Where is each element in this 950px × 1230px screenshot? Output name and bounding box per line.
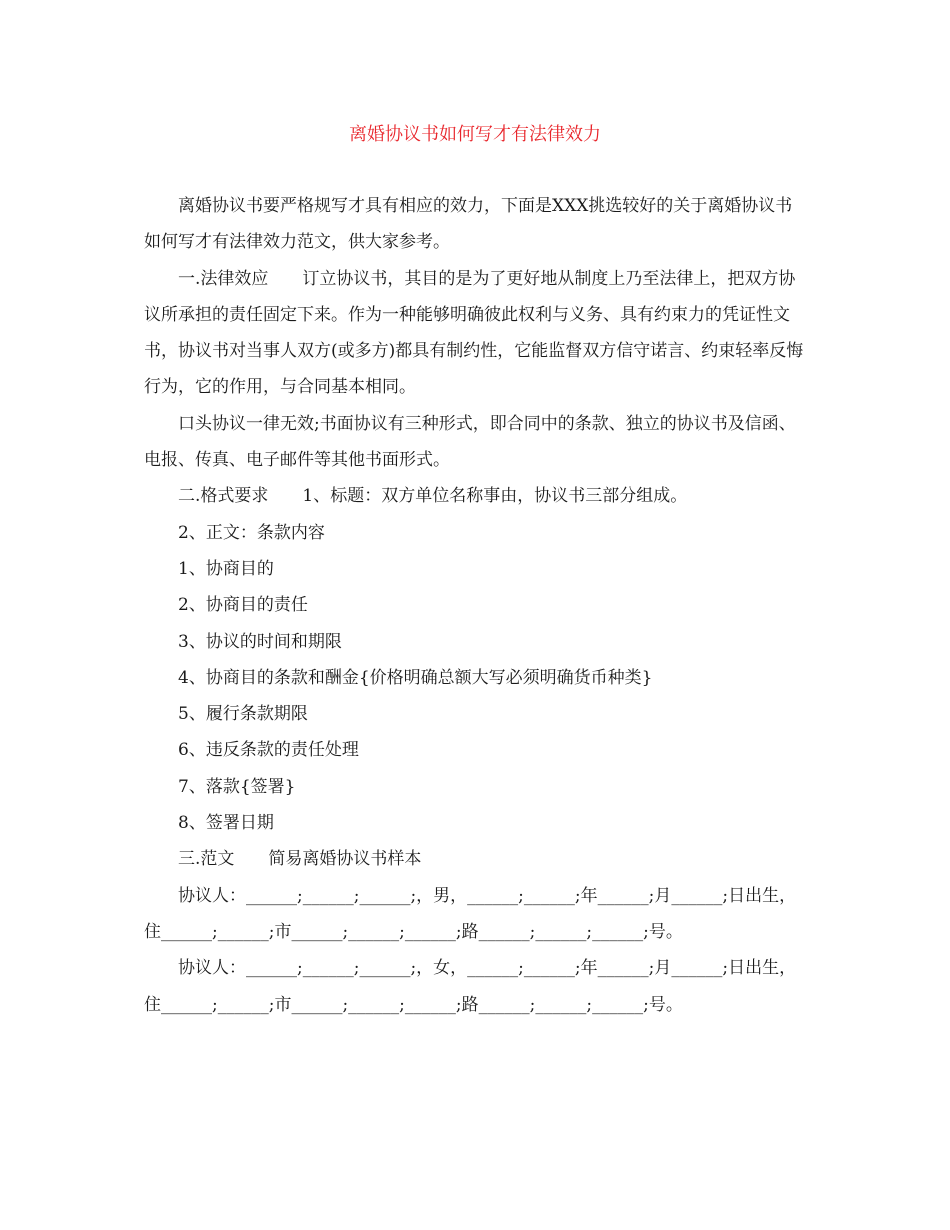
list-item: 8、签署日期 [178,813,274,834]
document-body [144,188,808,1023]
list-item: 2、协商目的责任 [178,595,308,616]
list-item: 6、违反条款的责任处理 [178,740,359,761]
party-male-paragraph: 协议人：______;______;______;，男，______;______;年______;月______;日出生，住______;______;市______;______;______;路______;______;______;号。 [144,885,797,942]
list-item: 1、协商目的 [178,558,274,579]
section-legal-effect: 一.法律效应 订立协议书，其目的是为了更好地从制度上乃至法律上，把双方协议所承担的责任固定下来。作为一种能够明确彼此权利与义务、具有约束力的凭证性文书，协议书对当事人双方(或多方)都具有制约性，它能监督双方信守诺言、约束轻率反悔行为，它的作用，与合同基本相同。 [144,268,804,398]
list-item: 7、落款{签署} [178,776,296,797]
list-item: 4、协商目的条款和酬金{价格明确总额大写必须明确货币种类} [178,667,653,688]
section-format-requirements: 二.格式要求 1、标题：双方单位名称事由，协议书三部分组成。 [178,486,688,507]
list-item: 3、协议的时间和期限 [178,631,342,652]
format-item-body: 2、正文：条款内容 [178,522,325,543]
list-item: 5、履行条款期限 [178,704,308,725]
party-female-paragraph: 协议人：______;______;______;，女，______;______;年______;月______;日出生，住______;______;市______;______;______;路______;______;______;号。 [144,958,797,1015]
document-title: 离婚协议书如何写才有法律效力 [349,124,601,145]
intro-paragraph: 离婚协议书要严格规写才具有相应的效力，下面是XXX挑选较好的关于离婚协议书如何写才有法律效力范文，供大家参考。 [144,196,793,253]
oral-agreement-paragraph: 口头协议一律无效;书面协议有三种形式，即合同中的条款、独立的协议书及信函、电报、传真、电子邮件等其他书面形式。 [144,413,796,471]
section-sample: 三.范文 简易离婚协议书样本 [178,849,422,870]
